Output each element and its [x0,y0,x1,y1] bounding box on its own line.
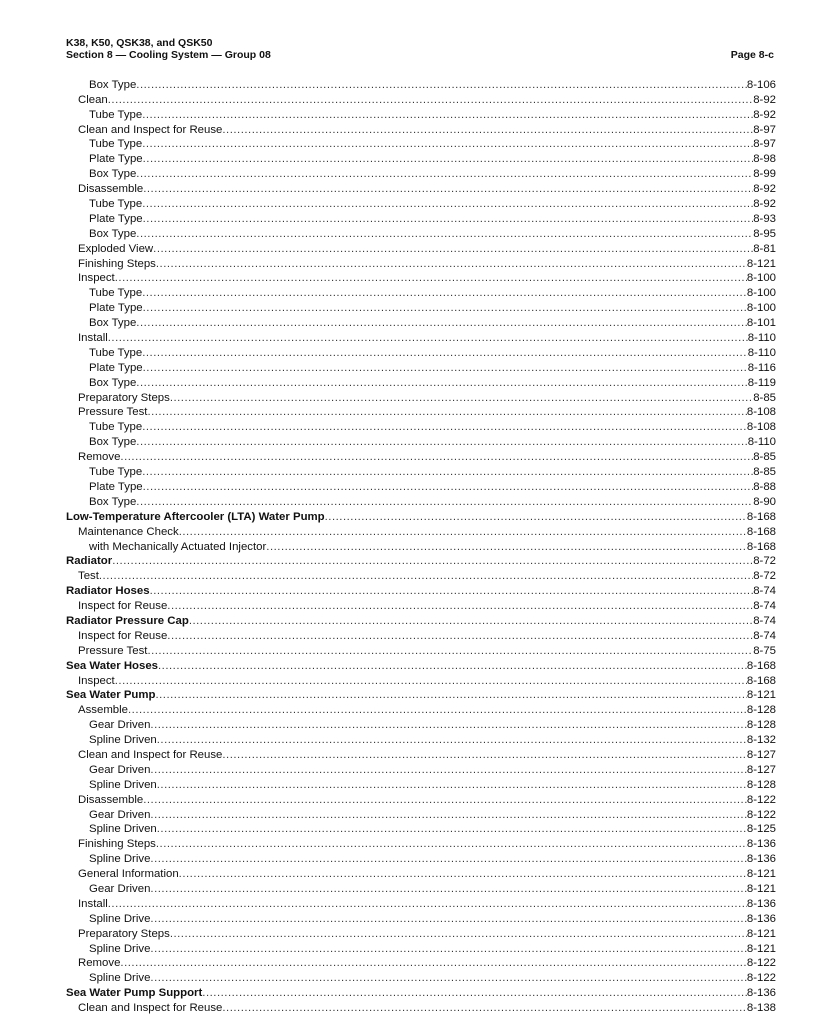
entry-page-number: 8-106 [746,78,776,91]
index-entry [66,747,776,762]
index-entry [66,256,776,271]
dot-leader [142,109,753,122]
entry-page-number: 8-101 [746,317,776,330]
index-entry [66,241,776,256]
entry-page-number: 8-93 [753,212,776,225]
dot-leader [108,898,747,911]
dot-leader [136,228,753,241]
page-header [66,37,774,61]
entry-page-number: 8-128 [746,778,776,791]
entry-title: Box Type [89,317,137,330]
entry-title: Box Type [89,495,137,508]
entry-title: Exploded View [78,242,154,255]
entry-page-number: 8-127 [746,763,776,776]
dot-leader [156,258,747,271]
entry-page-number: 8-72 [753,570,776,583]
entry-title: Remove [78,451,121,464]
dot-leader [157,734,747,747]
entry-title: Tube Type [89,346,143,359]
dot-leader [136,317,747,330]
dot-leader [143,183,753,196]
index-entry [66,762,776,777]
index-entry [66,181,776,196]
dot-leader [150,764,746,777]
index-entry [66,271,776,286]
entry-page-number: 8-98 [753,153,776,166]
entry-page-number: 8-108 [746,406,776,419]
index-entry [66,941,776,956]
entry-title: Plate Type [89,302,143,315]
dot-leader [136,496,753,509]
entry-title: Finishing Steps [78,257,156,270]
entry-title: Preparatory Steps [78,927,170,940]
dot-leader [136,168,753,181]
entry-title: Radiator Pressure Cap [66,614,189,627]
entry-title: Maintenance Check [78,525,179,538]
dot-leader [170,392,753,405]
index-entry [66,166,776,181]
dot-leader [156,838,747,851]
index-entry [66,777,776,792]
entry-title: Plate Type [89,153,143,166]
entry-title: Spline Drive [89,972,151,985]
entry-title: Pressure Test [78,406,148,419]
index-entry [66,419,776,434]
index-entry [66,702,776,717]
index-entry [66,494,776,509]
entry-page-number: 8-88 [753,480,776,493]
entry-title: Install [78,897,108,910]
entry-page-number: 8-110 [747,332,776,345]
entry-title: Gear Driven [89,719,151,732]
index-entry [66,300,776,315]
index-heading [66,554,776,569]
entry-page-number: 8-168 [746,510,776,523]
dot-leader [157,779,747,792]
entry-page-number: 8-168 [746,540,776,553]
dot-leader [150,943,746,956]
entry-page-number: 8-122 [746,808,776,821]
entry-title: Spline Driven [89,823,157,836]
entry-page-number: 8-85 [753,391,776,404]
dot-leader [128,704,747,717]
index-entry [66,926,776,941]
entry-page-number: 8-136 [746,897,776,910]
entry-page-number: 8-116 [747,361,776,374]
entry-title: Preparatory Steps [78,391,170,404]
index-entry [66,449,776,464]
entry-title: Spline Drive [89,912,151,925]
entry-page-number: 8-108 [746,421,776,434]
entry-title: Inspect for Reuse [78,629,168,642]
dot-leader [202,987,747,1000]
entry-page-number: 8-128 [746,704,776,717]
index-list [66,77,776,1015]
entry-title: Clean and Inspect for Reuse [78,123,223,136]
dot-leader [150,913,746,926]
index-entry [66,137,776,152]
header-page-number: Page 8-c [730,49,774,61]
entry-page-number: 8-110 [747,436,776,449]
entry-page-number: 8-92 [753,108,776,121]
index-entry [66,211,776,226]
index-entry [66,911,776,926]
dot-leader [222,1002,746,1015]
entry-page-number: 8-99 [753,168,776,181]
entry-page-number: 8-85 [753,466,776,479]
dot-leader [266,541,747,554]
entry-title: Low-Temperature Aftercooler (LTA) Water Pump [66,510,325,523]
dot-leader [143,153,754,166]
entry-title: Spline Driven [89,778,157,791]
index-entry [66,330,776,345]
entry-title: Gear Driven [89,763,151,776]
dot-leader [143,213,754,226]
index-entry [66,643,776,658]
dot-leader [142,347,748,360]
index-entry [66,464,776,479]
dot-leader [167,600,753,613]
index-entry [66,285,776,300]
entry-title: Box Type [89,78,137,91]
dot-leader [147,645,753,658]
entry-page-number: 8-72 [753,555,776,568]
index-entry [66,598,776,613]
entry-page-number: 8-122 [746,972,776,985]
entry-title: Tube Type [89,108,143,121]
dot-leader [189,615,753,628]
entry-title: Test [78,570,99,583]
index-entry [66,107,776,122]
dot-leader [222,749,746,762]
entry-title: Finishing Steps [78,838,156,851]
index-entry [66,673,776,688]
index-heading [66,985,776,1000]
index-entry [66,375,776,390]
dot-leader [150,809,746,822]
entry-page-number: 8-100 [746,302,776,315]
entry-page-number: 8-119 [747,376,776,389]
entry-page-number: 8-136 [746,838,776,851]
dot-leader [155,689,746,702]
index-entry [66,851,776,866]
dot-leader [112,555,753,568]
dot-leader [143,481,754,494]
dot-leader [150,585,754,598]
entry-page-number: 8-168 [746,525,776,538]
entry-page-number: 8-85 [753,451,776,464]
index-entry [66,970,776,985]
entry-page-number: 8-92 [753,183,776,196]
entry-title: Inspect [78,272,115,285]
entry-title: Tube Type [89,287,143,300]
index-entry [66,866,776,881]
entry-page-number: 8-97 [753,123,776,136]
dot-leader [120,957,746,970]
entry-title: Pressure Test [78,644,148,657]
entry-title: Plate Type [89,212,143,225]
entry-page-number: 8-122 [746,793,776,806]
dot-leader [222,124,753,137]
dot-leader [136,436,747,449]
entry-title: Clean and Inspect for Reuse [78,1002,223,1015]
index-entry [66,807,776,822]
index-entry [66,524,776,539]
index-heading [66,658,776,673]
dot-leader [143,794,747,807]
entry-page-number: 8-121 [746,868,776,881]
entry-page-number: 8-121 [746,689,776,702]
dot-leader [143,302,747,315]
entry-page-number: 8-138 [746,1002,776,1015]
entry-title: Inspect [78,674,115,687]
entry-title: with Mechanically Actuated Injector [89,540,267,553]
entry-title: Install [78,332,108,345]
entry-title: General Information [78,868,179,881]
index-heading [66,583,776,598]
entry-page-number: 8-136 [746,853,776,866]
dot-leader [142,198,753,211]
entry-title: Plate Type [89,480,143,493]
entry-page-number: 8-74 [753,614,776,627]
entry-page-number: 8-128 [746,719,776,732]
index-heading [66,509,776,524]
dot-leader [325,511,747,524]
dot-leader [115,675,747,688]
index-entry [66,226,776,241]
entry-page-number: 8-74 [753,629,776,642]
index-entry [66,434,776,449]
entry-page-number: 8-95 [753,227,776,240]
entry-page-number: 8-125 [746,823,776,836]
dot-leader [157,823,747,836]
dot-leader [143,362,748,375]
entry-title: Plate Type [89,361,143,374]
entry-title: Box Type [89,436,137,449]
entry-title: Sea Water Pump Support [66,987,203,1000]
entry-page-number: 8-97 [753,138,776,151]
index-entry [66,539,776,554]
entry-title: Spline Drive [89,853,151,866]
entry-title: Gear Driven [89,882,151,895]
index-entry [66,956,776,971]
entry-page-number: 8-121 [746,942,776,955]
entry-page-number: 8-168 [746,659,776,672]
entry-page-number: 8-100 [746,272,776,285]
entry-title: Radiator Hoses [66,585,150,598]
dot-leader [153,243,753,256]
index-entry [66,390,776,405]
index-entry [66,315,776,330]
dot-leader [136,79,747,92]
entry-title: Inspect for Reuse [78,600,168,613]
entry-page-number: 8-92 [753,93,776,106]
index-entry [66,792,776,807]
entry-title: Spline Drive [89,942,151,955]
entry-title: Disassemble [78,793,144,806]
index-heading [66,688,776,703]
index-entry [66,92,776,107]
entry-title: Sea Water Pump [66,689,156,702]
entry-title: Gear Driven [89,808,151,821]
index-entry [66,151,776,166]
index-entry [66,836,776,851]
entry-title: Box Type [89,376,137,389]
dot-leader [150,972,746,985]
entry-page-number: 8-136 [746,912,776,925]
entry-page-number: 8-100 [746,287,776,300]
index-entry [66,717,776,732]
index-entry [66,896,776,911]
entry-page-number: 8-132 [746,734,776,747]
dot-leader [147,406,746,419]
dot-leader [170,928,747,941]
entry-page-number: 8-168 [746,674,776,687]
entry-page-number: 8-121 [746,882,776,895]
dot-leader [158,660,747,673]
entry-title: Clean and Inspect for Reuse [78,748,223,761]
dot-leader [142,138,753,151]
entry-title: Tube Type [89,138,143,151]
index-entry [66,479,776,494]
dot-leader [136,377,747,390]
entry-title: Radiator [66,555,113,568]
entry-page-number: 8-81 [753,242,776,255]
entry-title: Box Type [89,227,137,240]
dot-leader [142,287,747,300]
entry-title: Tube Type [89,198,143,211]
dot-leader [120,451,753,464]
entry-title: Sea Water Hoses [66,659,159,672]
index-entry [66,881,776,896]
dot-leader [150,853,746,866]
index-entry [66,568,776,583]
entry-title: Spline Driven [89,734,157,747]
index-entry [66,360,776,375]
dot-leader [150,883,746,896]
entry-title: Tube Type [89,466,143,479]
index-entry [66,822,776,837]
dot-leader [179,526,747,539]
dot-leader [99,570,753,583]
dot-leader [150,719,746,732]
index-entry [66,1000,776,1015]
dot-leader [115,272,747,285]
dot-leader [179,868,747,881]
entry-page-number: 8-127 [746,748,776,761]
entry-page-number: 8-121 [746,927,776,940]
index-entry [66,405,776,420]
entry-page-number: 8-122 [746,957,776,970]
entry-title: Remove [78,957,121,970]
entry-page-number: 8-110 [747,346,776,359]
index-entry [66,196,776,211]
entry-title: Assemble [78,704,129,717]
entry-title: Clean [78,93,108,106]
entry-page-number: 8-74 [753,585,776,598]
entry-page-number: 8-121 [746,257,776,270]
dot-leader [167,630,753,643]
entry-title: Disassemble [78,183,144,196]
entry-page-number: 8-136 [746,987,776,1000]
index-entry [66,732,776,747]
entry-page-number: 8-92 [753,198,776,211]
header-engine-models: K38, K50, QSK38, and QSK50 [66,37,213,49]
entry-page-number: 8-90 [753,495,776,508]
index-entry [66,628,776,643]
entry-title: Tube Type [89,421,143,434]
dot-leader [108,332,748,345]
entry-page-number: 8-75 [753,644,776,657]
entry-title: Box Type [89,168,137,181]
index-entry [66,122,776,137]
dot-leader [108,94,753,107]
index-heading [66,613,776,628]
index-entry [66,77,776,92]
index-entry [66,345,776,360]
entry-page-number: 8-74 [753,600,776,613]
dot-leader [142,421,747,434]
header-section-title: Section 8 — Cooling System — Group 08 [66,49,271,61]
dot-leader [142,466,753,479]
